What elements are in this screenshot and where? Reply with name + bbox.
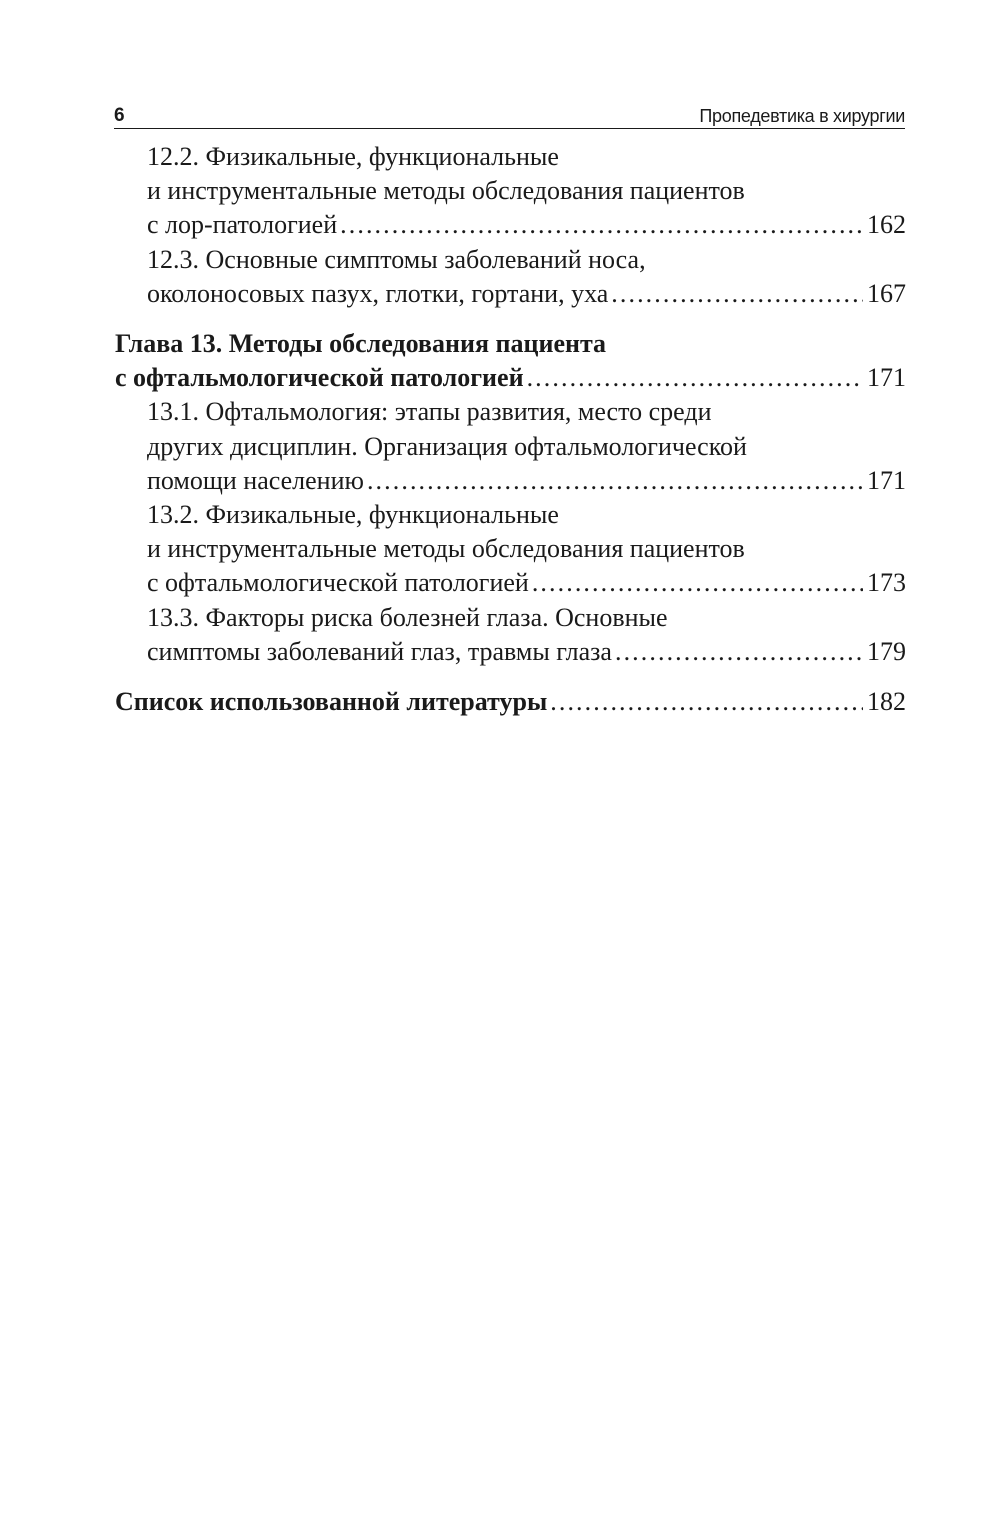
running-header	[114, 104, 905, 129]
toc-entry-12-3	[115, 243, 906, 311]
dot-leader	[527, 361, 863, 395]
toc-bibliography	[115, 685, 906, 719]
toc-entry-line: 12.2. Физикальные, функциональные	[147, 142, 559, 171]
dot-leader	[340, 208, 863, 242]
toc-entry-text: околоносовых пазух, глотки, гортани, уха	[147, 278, 609, 308]
toc-entry-line: 13.3. Факторы риска болезней глаза. Основные	[147, 602, 668, 632]
page-number: 6	[114, 105, 125, 126]
toc-page-number: 171	[867, 465, 906, 495]
toc-entry-line: Глава 13. Методы обследования пациента	[115, 329, 607, 359]
dot-leader	[615, 635, 863, 669]
dot-leader	[532, 566, 863, 600]
toc-entry-text: симптомы заболеваний глаз, травмы глаза	[147, 636, 612, 666]
toc-page-number: 162	[867, 210, 906, 240]
running-title: Пропедевтика в хирургии	[699, 106, 905, 126]
toc-entry-text: помощи населению	[147, 465, 364, 495]
toc-entry-text: с офтальмологической патологией	[147, 568, 529, 598]
toc-entry-12-2	[115, 140, 906, 243]
toc-entry-last-line	[147, 566, 906, 600]
table-of-contents	[115, 140, 906, 719]
toc-entry-last-line	[147, 464, 906, 498]
toc-entry-13-3	[115, 601, 906, 669]
toc-page-number: 173	[867, 568, 906, 598]
toc-entry-last-line	[115, 685, 906, 719]
toc-entry-line: и инструментальные методы обследования пациентов	[147, 176, 745, 206]
toc-entry-13-2	[115, 498, 906, 601]
toc-entry-line: 12.3. Основные симптомы заболеваний носа,	[147, 244, 646, 274]
toc-entry-13-1	[115, 395, 906, 498]
toc-chapter-13	[115, 327, 906, 395]
toc-entry-text: с лор-патологией	[147, 210, 338, 240]
toc-entry-line: 13.2. Физикальные, функциональные	[147, 500, 559, 530]
toc-entry-text: Список использованной литературы	[115, 687, 548, 717]
dot-leader	[367, 464, 863, 498]
toc-entry-last-line	[147, 635, 906, 669]
toc-entry-line: и инструментальные методы обследования пациентов	[147, 534, 745, 564]
toc-entry-last-line	[147, 208, 906, 242]
toc-page-number: 171	[867, 363, 906, 393]
toc-page-number: 167	[867, 278, 906, 308]
toc-page-number: 182	[867, 687, 906, 717]
toc-entry-last-line	[147, 277, 906, 311]
toc-entry-line: других дисциплин. Организация офтальмологической	[147, 431, 747, 461]
toc-entry-line: 13.1. Офтальмология: этапы развития, место среди	[147, 397, 712, 427]
toc-entry-text: с офтальмологической патологией	[115, 363, 524, 393]
toc-entry-last-line	[115, 361, 906, 395]
dot-leader	[550, 685, 863, 719]
dot-leader	[611, 277, 863, 311]
toc-page-number: 179	[867, 636, 906, 666]
